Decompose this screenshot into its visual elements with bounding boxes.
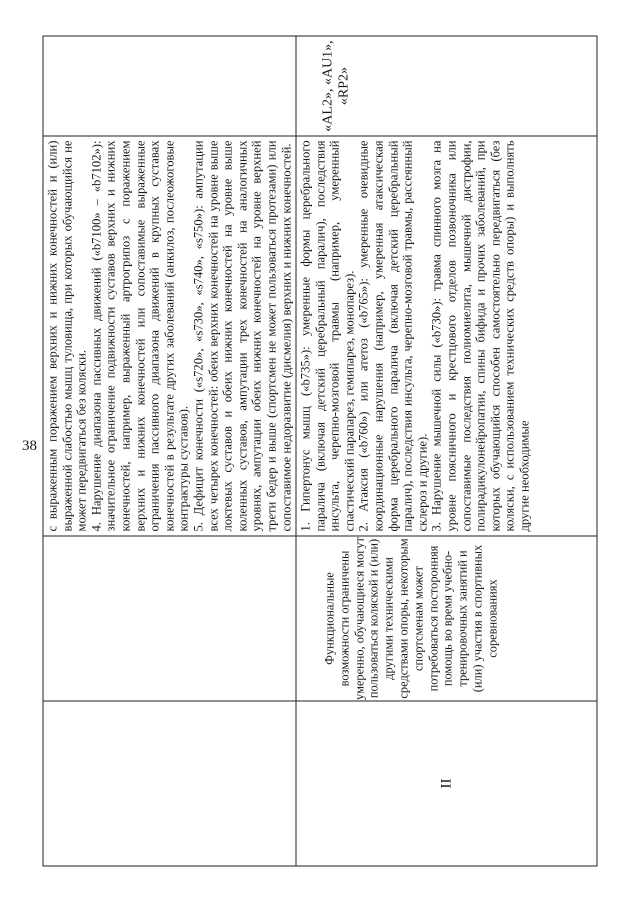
sport-classes: «AL2», «AU1», «RP2» (320, 40, 352, 132)
criteria-paragraph: 5. Дефицит конечности («s720», «s730», «s740», «s750»): ампутации всех четырех конечностей: обеих верхних конечностей на уровне выше локтевых суставов и обеих нижних конечностей на уровне выше коленных суставов, ампутации трех конечностей на аналогичных уровнях, ампутации обеих нижних конечностей на уровне верхней трети бедер и выше (спортсмен не может пользоваться протезами) или сопоставимое недоразвитие (дисмелия) верхних и нижних конечностей. (191, 140, 293, 532)
functional-cell (43, 536, 296, 701)
classes-cell (43, 36, 296, 136)
table-row-previous (43, 36, 296, 866)
rotated-page (43, 37, 598, 867)
classification-table (43, 36, 598, 867)
criteria-paragraph: 3. Нарушение мышечной силы («b730»): травма спинного мозга на уровне поясничного и крестцового отделов позвоночника или сопоставимые последствия полиомиелита, мышечной дистрофии, полирадикулонейропатии, спины бифида и прочих заболеваний, при которых обучающийся способен самостоятельно передвигаться (без коляски, с использованием технических средств опоры) и выполнять другие необходимые (429, 140, 532, 532)
criteria-paragraph: 4. Нарушение диапазона пассивных движений («b7100» – «b7102»): значительное ограничение подвижности суставов верхних и нижних конечностей, например, выраженный артрогрипоз с поражением верхних и нижних конечностей или сопоставимые выраженные ограничения пассивного диапазона движений в крупных суставах конечностей в результате других заболеваний (анкилоз, послеожоговые контрактуры суставов). (89, 140, 191, 532)
criteria-cell (296, 136, 597, 536)
criteria-paragraph: 1. Гипертонус мышц («b735»): умеренные формы церебрального паралича (включая детский церебральный паралич), последствия инсульта, черепно-мозговой травмы (например, умеренный спастический парапарез, гемипарез, монопарез). (298, 140, 357, 532)
page-number: 38 (22, 438, 37, 454)
category-cell (296, 701, 597, 866)
criteria-paragraph: с выраженным поражением верхних и нижних конечностей и (или) выраженной слабостью мышц туловища, при которых обучающийся не может передвигаться без коляски. (45, 140, 89, 532)
functional-description: Функциональные возможности ограничены умеренно, обучающиеся могут пользоваться коляской и (или) другими техническими средствами опоры, некоторым спортсменам может потребоваться посторонняя помощь во время учебно-тренировочных занятий и (или) участия в спортивных соревнованиях (322, 537, 500, 700)
category-cell (43, 701, 296, 866)
category-label: II (438, 778, 455, 789)
table-row-category-ii (296, 36, 597, 866)
criteria-paragraph: 2. Атаксия («b760») или атетоз («b765»): умеренные очевидные координационные нарушения (например, умеренная атаксическая форма церебрального паралича (включая детский церебральный паралич), последствия инсульта, черепно-мозговой травмы, рассеянный склероз и другие). (356, 140, 430, 532)
functional-cell (296, 536, 597, 701)
criteria-cell (43, 136, 296, 536)
classes-cell (296, 36, 597, 136)
